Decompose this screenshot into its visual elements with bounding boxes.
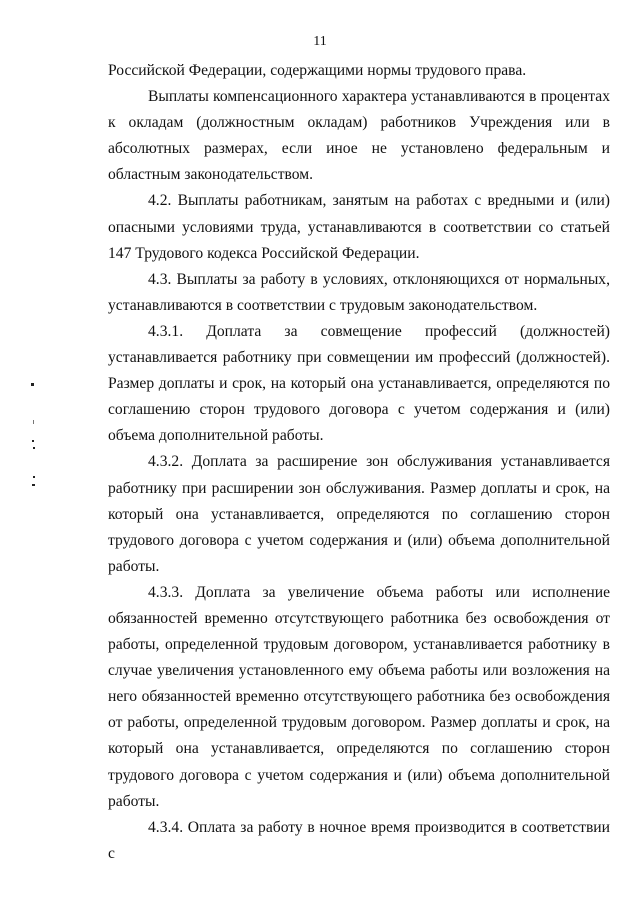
scan-artifact-mark	[32, 440, 34, 442]
page-number: 11	[313, 34, 327, 49]
paragraph-4-3: 4.3. Выплаты за работу в условиях, отклоняющихся от нормальных, устанавливаются в соответствии с трудовым законодательством.	[108, 270, 610, 314]
paragraph-4-2: 4.2. Выплаты работникам, занятым на работах с вредными и (или) опасными условиями труда, устанавливаются в соответствии со статьей 147 Трудового кодекса Российской Федерации.	[108, 192, 610, 262]
paragraph-4-3-2: 4.3.2. Доплата за расширение зон обслуживания устанавливается работнику при расширении зон обслуживания. Размер доплаты и срок, на который она устанавливается, определяются по соглашению сторон трудового договора с учетом содержания и (или) объема дополнительной работы.	[108, 453, 610, 575]
scan-artifact-mark	[33, 476, 35, 478]
paragraph-compensation-payments: Выплаты компенсационного характера устанавливаются в процентах к окладам (должностным окладам) работников Учреждения или в абсолютных размерах, если иное не установлено федеральным и областным законодательством.	[108, 88, 610, 184]
scan-artifact-mark	[33, 447, 35, 449]
paragraph-4-3-3: 4.3.3. Доплата за увеличение объема работы или исполнение обязанностей временно отсутствующего работника без освобождения от работы, определенной трудовым договором, устанавливается работнику в случае увеличения установленного ему объема работы или возложения на него обязанностей временно отсутствующего работника без освобождения от работы, определенной трудовым договором. Размер доплаты и срок, на который она устанавливается, определяются по соглашению сторон трудового договора с учетом содержания и (или) объема дополнительной работы.	[108, 583, 610, 810]
paragraph-4-3-1: 4.3.1. Доплата за совмещение профессий (должностей) устанавливается работнику при совмещении им профессий (должностей). Размер доплаты и срок, на который она устанавливается, определяются по соглашению сторон трудового договора с учетом содержания и (или) объема дополнительной работы.	[108, 322, 610, 445]
paragraph-4-3-4: 4.3.4. Оплата за работу в ночное время производится в соответствии с	[108, 818, 610, 862]
scan-artifact-mark	[33, 420, 34, 424]
scan-artifact-mark	[31, 383, 34, 386]
scan-artifact-mark	[32, 484, 35, 486]
paragraph-continuation: Российской Федерации, содержащими нормы трудового права.	[108, 62, 527, 79]
document-body	[108, 58, 610, 867]
